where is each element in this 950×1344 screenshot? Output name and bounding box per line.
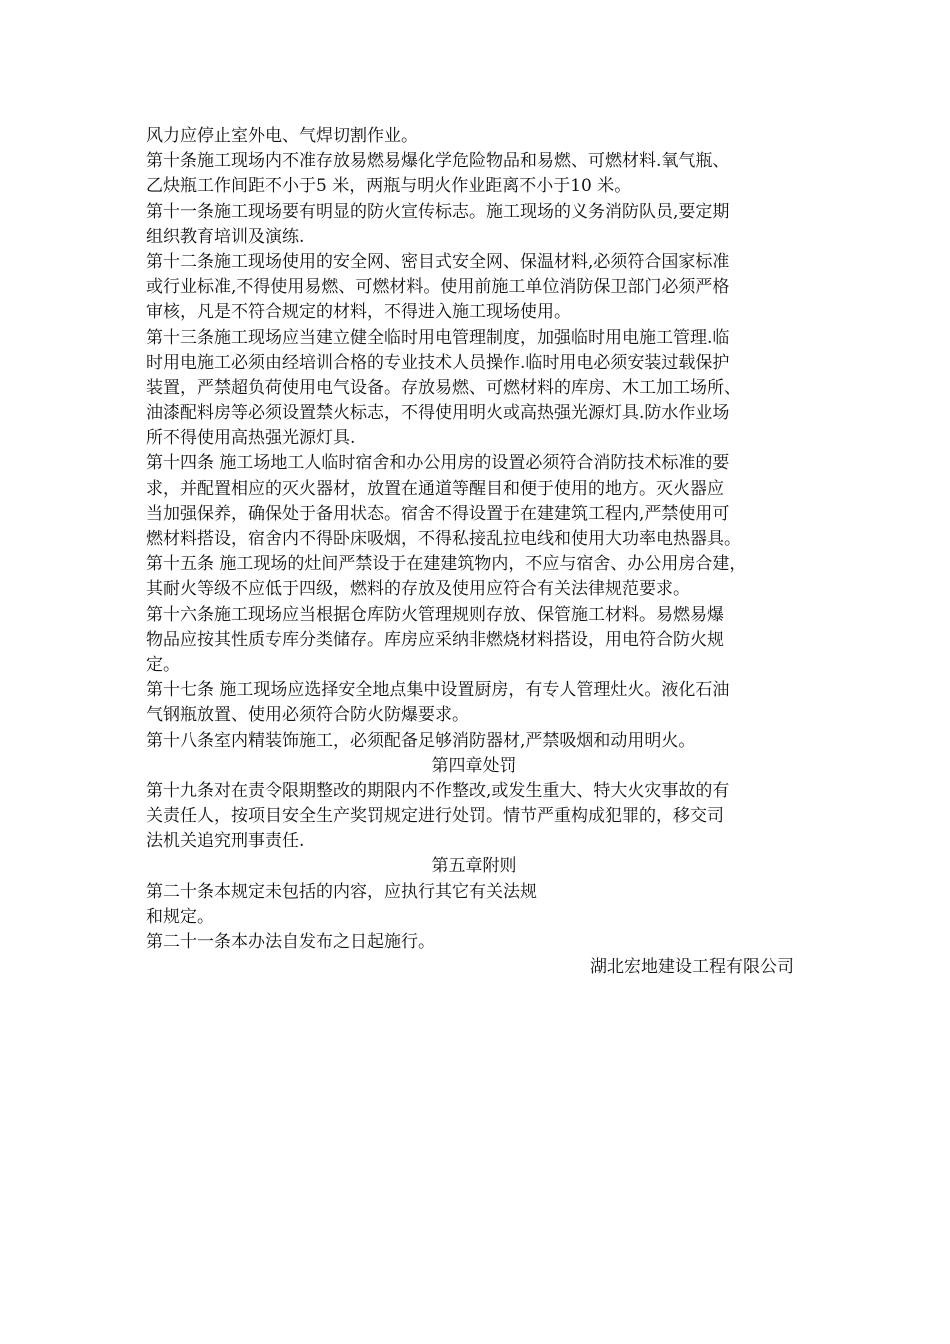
text-line: 定。 [146, 654, 180, 675]
text-line: 第十六条施工现场应当根据仓库防火管理规则存放、保管施工材料。易燃易爆 [146, 604, 724, 625]
text-line: 所不得使用高热强光源灯具. [146, 428, 356, 449]
text-line: 组织教育培训及演练. [146, 226, 305, 247]
text-line: 燃材料搭设，宿舍内不得卧床吸烟，不得私接乱拉电线和使用大功率电热器具。 [146, 529, 741, 549]
text-line: 第十三条施工现场应当建立健全临时用电管理制度，加强临时用电施工管理.临 [146, 327, 730, 348]
text-line: 风力应停止室外电、气焊切割作业。 [146, 126, 418, 146]
text-line: 装置，严禁超负荷使用电气设备。存放易燃、可燃材料的库房、木工加工场所、 [146, 377, 741, 398]
text-line: 乙炔瓶工作间距不小于5 米，两瓶与明火作业距离不小于10 米。 [146, 176, 632, 197]
text-line: 气钢瓶放置、使用必须符合防火防爆要求。 [146, 705, 469, 726]
text-line: 第十九条对在责令限期整改的期限内不作整改,或发生重大、特大火灾事故的有 [146, 780, 730, 801]
text-line: 第二十一条本办法自发布之日起施行。 [146, 932, 435, 952]
text-line: 或行业标准,不得使用易燃、可燃材料。使用前施工单位消防保卫部门必须严格 [146, 277, 730, 298]
company-signature: 湖北宏地建设工程有限公司 [590, 957, 794, 978]
text-line: 当加强保养，确保处于备用状态。宿舍不得设置于在建建筑工程内,严禁使用可 [146, 503, 730, 524]
text-line: 时用电施工必须由经培训合格的专业技术人员操作.临时用电必须安装过载保护 [146, 352, 730, 373]
text-line: 第十四条 施工场地工人临时宿舍和办公用房的设置必须符合消防技术标准的要 [146, 453, 730, 474]
text-line: 第十条施工现场内不准存放易燃易爆化学危险物品和易燃、可燃材料.氧气瓶、 [146, 151, 730, 172]
chapter-heading: 第四章处罚 [431, 755, 517, 776]
text-line: 第十八条室内精装饰施工，必须配备足够消防器材,严禁吸烟和动用明火。 [146, 730, 696, 751]
text-line: 求，并配置相应的灭火器材，放置在通道等醒目和便于使用的地方。灭火器应 [146, 478, 724, 499]
text-line: 物品应按其性质专库分类储存。库房应采纳非燃烧材料搭设，用电符合防火规 [146, 629, 724, 650]
text-line: 法机关追究刑事责任. [146, 831, 305, 852]
text-line: 其耐火等级不应低于四级，燃料的存放及使用应符合有关法律规范要求。 [146, 579, 690, 600]
text-line: 第二十条本规定未包括的内容，应执行其它有关法规 [146, 881, 537, 902]
chapter-heading: 第五章附则 [431, 856, 517, 877]
text-line: 第十五条 施工现场的灶间严禁设于在建建筑物内，不应与宿舍、办公用房合建， [146, 554, 747, 575]
text-line: 第十七条 施工现场应选择安全地点集中设置厨房，有专人管理灶火。液化石油 [146, 680, 730, 701]
text-line: 第十二条施工现场使用的安全网、密目式安全网、保温材料,必须符合国家标准 [146, 251, 730, 272]
text-line: 和规定。 [146, 906, 214, 927]
document-body [146, 124, 814, 980]
text-line: 第十一条施工现场要有明显的防火宣传标志。施工现场的义务消防队员,要定期 [146, 201, 730, 222]
text-line: 审核，凡是不符合规定的材料，不得进入施工现场使用。 [146, 302, 571, 323]
text-line: 关责任人，按项目安全生产奖罚规定进行处罚。情节严重构成犯罪的，移交司 [146, 806, 724, 827]
text-line: 油漆配料房等必须设置禁火标志，不得使用明火或高热强光源灯具.防水作业场 [146, 403, 730, 424]
